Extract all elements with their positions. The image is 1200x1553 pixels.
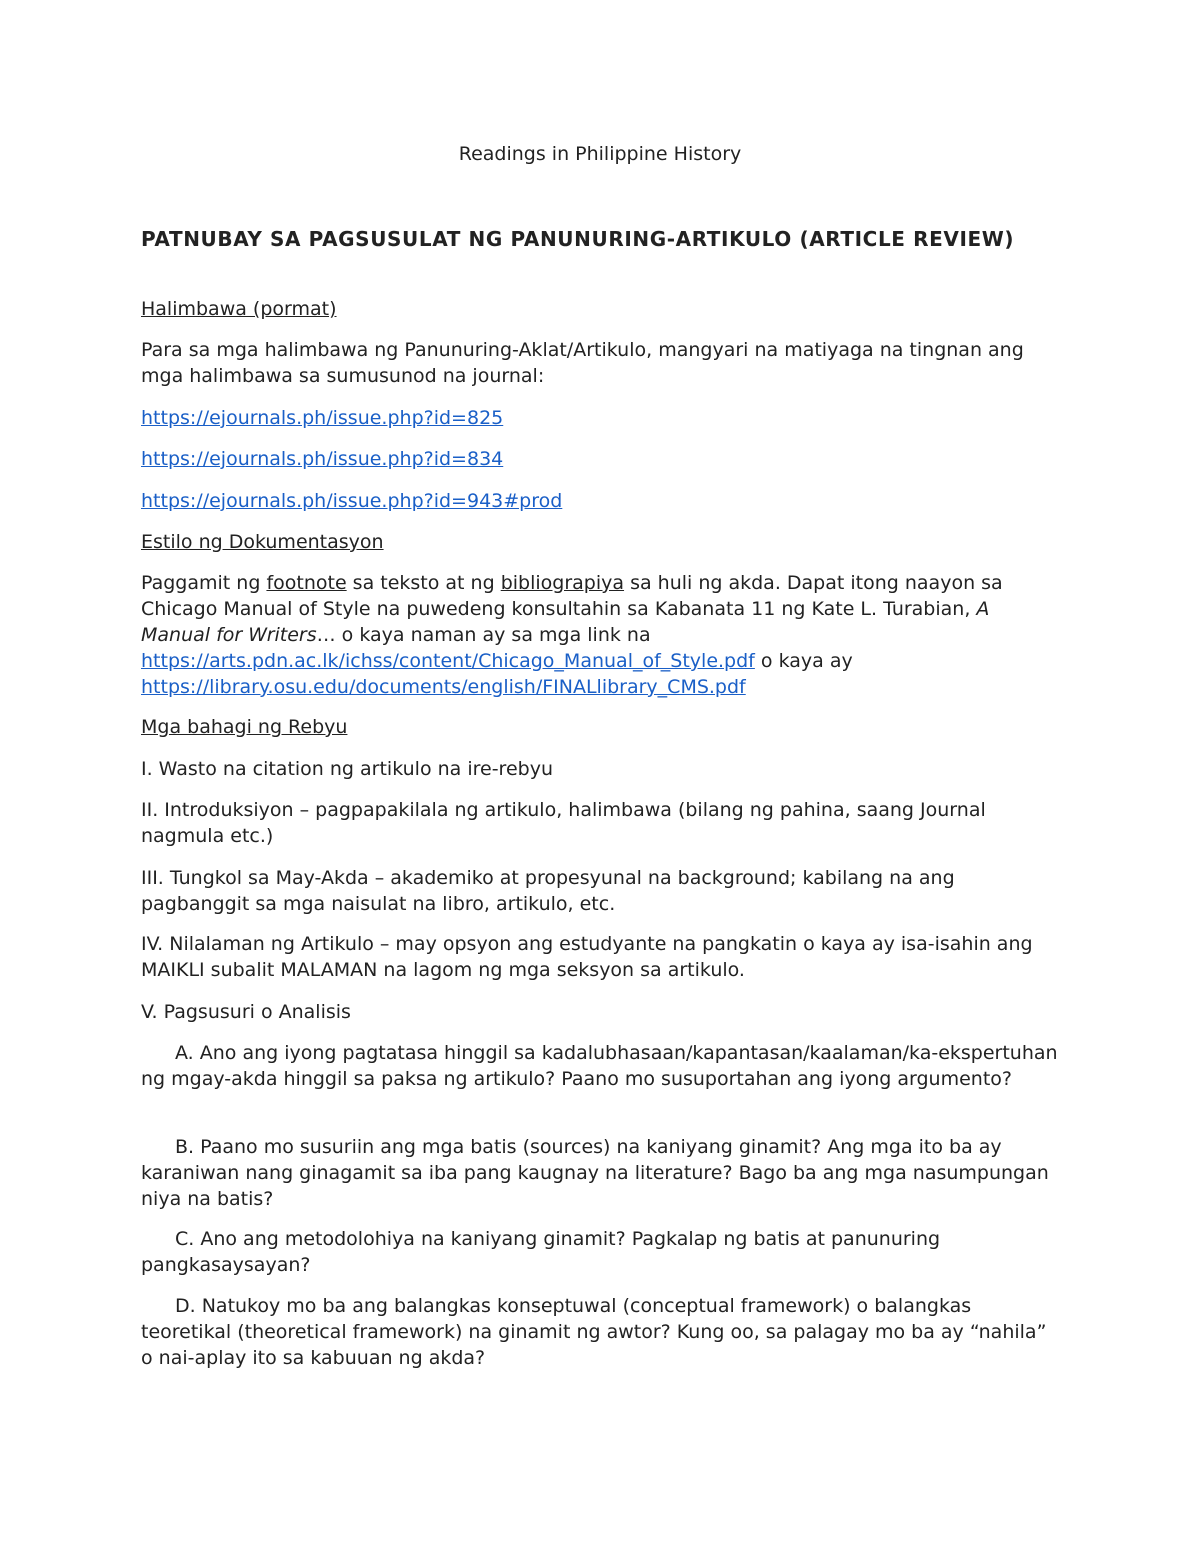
analisis-item-c: C. Ano ang metodolohiya na kaniyang ginamit? Pagkalap ng batis at panunuring pangkasaysayan?	[141, 1228, 941, 1276]
estilo-paragraph	[141, 570, 1059, 700]
halimbawa-heading: Halimbawa (pormat)	[141, 298, 337, 320]
book-title: A Manual for Writers	[141, 598, 990, 646]
analisis-item-d: D. Natukoy mo ba ang balangkas konseptuwal (conceptual framework) o balangkas teoretikal (theoretical framework) na ginamit ng awtor? Kung oo, sa palagay mo ba ay “nahila” o nai-aplay ito sa kabuuan ng akda?	[141, 1295, 1047, 1369]
journal-link-2[interactable]: https://ejournals.ph/issue.php?id=834	[141, 448, 504, 470]
bahagi-item-5: V. Pagsusuri o Analisis	[141, 1001, 351, 1023]
osu-library-link[interactable]: https://library.osu.edu/documents/english/FINALlibrary_CMS.pdf	[141, 676, 746, 698]
estilo-text-1: Paggamit ng	[141, 572, 267, 594]
estilo-text-3: sa huli ng akda. Dapat itong naayon sa Chicago Manual of Style na puwedeng konsultahin sa Kabanata 11 ng Kate L. Turabian,	[141, 572, 1003, 620]
bibliograpiya-term: bibliograpiya	[500, 572, 625, 594]
halimbawa-paragraph: Para sa mga halimbawa ng Panunuring-Aklat/Artikulo, mangyari na matiyaga na tingnan ang mga halimbawa sa sumusunod na journal:	[141, 339, 1024, 387]
analisis-item-b: B. Paano mo susuriin ang mga batis (sources) na kaniyang ginamit? Ang mga ito ba ay karaniwan nang ginagamit sa iba pang kaugnay na literature? Bago ba ang mga nasumpungan niya na batis?	[141, 1136, 1049, 1210]
bahagi-item-4: IV. Nilalaman ng Artikulo – may opsyon ang estudyante na pangkatin o kaya ay isa-isahin ang MAIKLI subalit MALAMAN na lagom ng mga seksyon sa artikulo.	[141, 933, 1033, 981]
bahagi-heading: Mga bahagi ng Rebyu	[141, 716, 348, 738]
journal-link-1[interactable]: https://ejournals.ph/issue.php?id=825	[141, 407, 504, 429]
page-header: Readings in Philippine History	[458, 143, 742, 165]
journal-link-3[interactable]: https://ejournals.ph/issue.php?id=943#prod	[141, 490, 563, 512]
estilo-heading: Estilo ng Dokumentasyon	[141, 531, 384, 553]
document-title: PATNUBAY SA PAGSUSULAT NG PANUNURING-ARTIKULO (ARTICLE REVIEW)	[141, 227, 1015, 251]
analisis-item-a: A. Ano ang iyong pagtatasa hinggil sa kadalubhasaan/kapantasan/kaalaman/ka-ekspertuhan ng mgay-akda hinggil sa paksa ng artikulo? Paano mo susuportahan ang iyong argumento?	[141, 1042, 1058, 1090]
bahagi-item-1: I. Wasto na citation ng artikulo na ire-rebyu	[141, 758, 553, 780]
estilo-text-2: sa teksto at ng	[346, 572, 501, 594]
chicago-manual-link[interactable]: https://arts.pdn.ac.lk/ichss/content/Chicago_Manual_of_Style.pdf	[141, 650, 755, 672]
bahagi-item-3: III. Tungkol sa May-Akda – akademiko at propesyunal na background; kabilang na ang pagbanggit sa mga naisulat na libro, artikulo, etc.	[141, 867, 955, 915]
footnote-term: footnote	[266, 572, 347, 594]
estilo-text-5: o kaya ay	[754, 650, 853, 672]
estilo-text-4: … o kaya naman ay sa mga link na	[316, 624, 651, 646]
bahagi-item-2: II. Introduksiyon – pagpapakilala ng artikulo, halimbawa (bilang ng pahina, saang Journal nagmula etc.)	[141, 799, 986, 847]
